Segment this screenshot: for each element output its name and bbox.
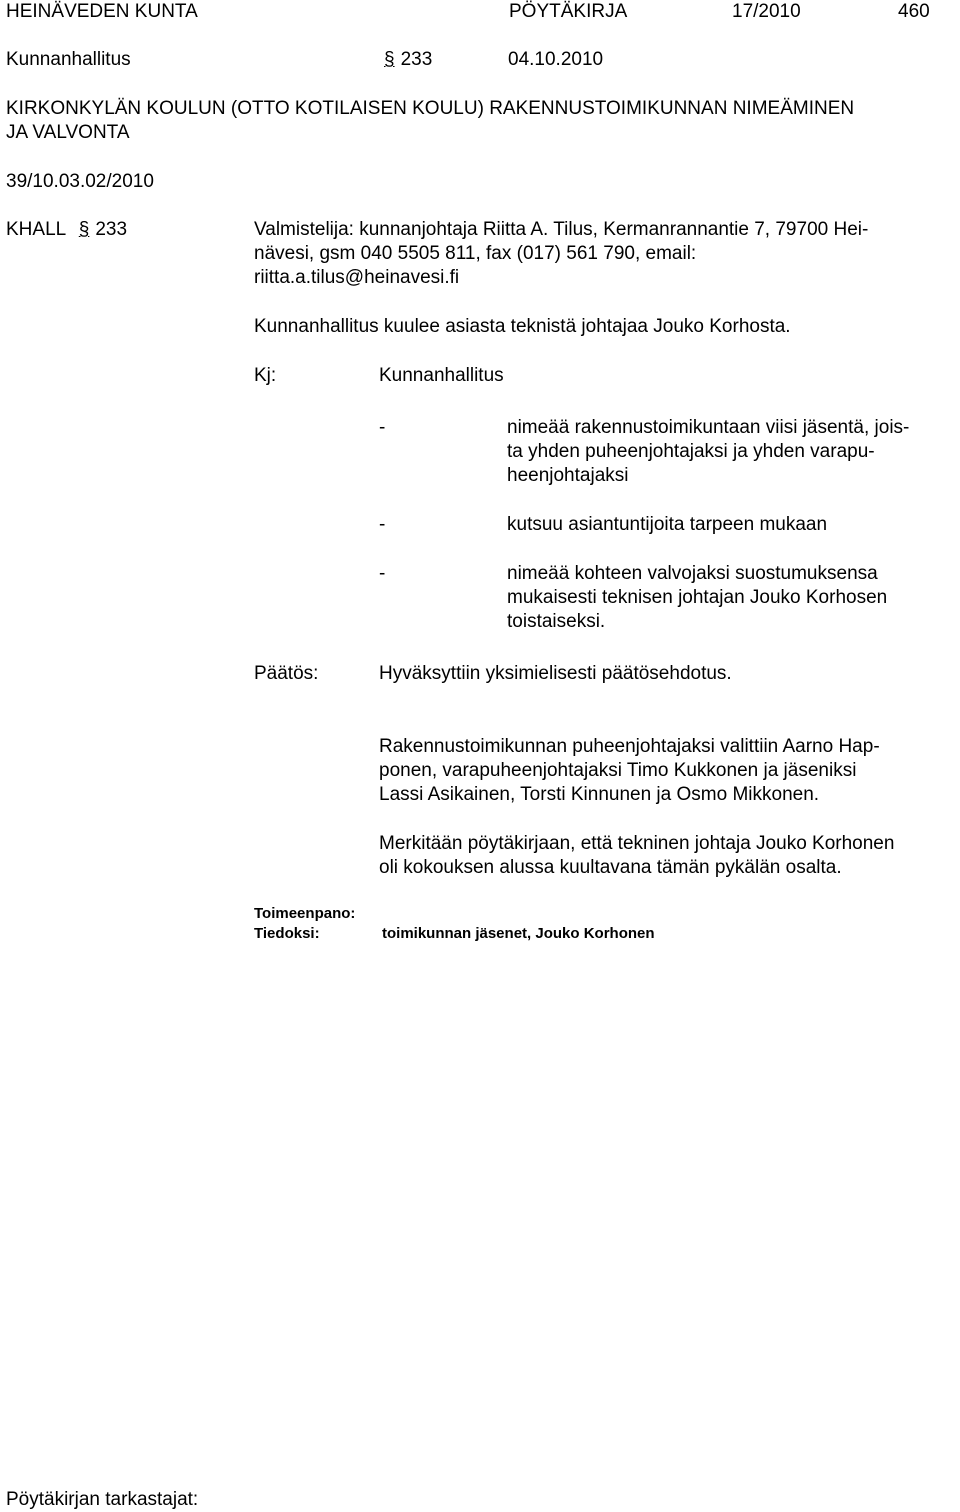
meeting-body: Kunnanhallitus — [6, 49, 131, 70]
proposal-item-1-line-3: heenjohtajaksi — [507, 465, 629, 486]
decision-para-2-line-2: oli kokouksen alussa kuultavana tämän pykälän osalta. — [379, 857, 842, 878]
section-symbol: § — [384, 49, 395, 70]
implementation-label: Toimeenpano: — [254, 905, 356, 922]
decision-para-1-line-2: ponen, varapuheenjohtajaksi Timo Kukkonen ja jäseniksi — [379, 760, 857, 781]
preparer-email: riitta.a.tilus@heinavesi.fi — [254, 267, 460, 288]
meeting-date: 04.10.2010 — [508, 49, 604, 70]
page-number: 460 — [898, 1, 930, 22]
decision-para-2-line-1: Merkitään pöytäkirjaan, että tekninen johtaja Jouko Korhonen — [379, 833, 895, 854]
municipality-name: HEINÄVEDEN KUNTA — [6, 1, 198, 22]
proposal-item-3-line-2: mukaisesti teknisen johtajan Jouko Korhosen — [507, 587, 888, 608]
proposal-subject: Kunnanhallitus — [379, 365, 504, 386]
decision-para-1-line-3: Lassi Asikainen, Torsti Kinnunen ja Osmo Mikkonen. — [379, 784, 820, 805]
document-type: PÖYTÄKIRJA — [509, 1, 628, 22]
proposal-item-2-line-1: kutsuu asiantuntijoita tarpeen mukaan — [507, 514, 828, 535]
intro-text: Kunnanhallitus kuulee asiasta teknistä johtajaa Jouko Korhosta. — [254, 316, 791, 337]
decision-text: Hyväksyttiin yksimielisesti päätösehdotus. — [379, 663, 732, 684]
khall-reference — [6, 218, 127, 242]
proposal-item-3-line-3: toistaiseksi. — [507, 611, 606, 632]
proposal-item-1-line-2: ta yhden puheenjohtajaksi ja yhden varapu- — [507, 441, 875, 462]
proposal-item-3-line-1: nimeää kohteen valvojaksi suostumuksensa — [507, 563, 878, 584]
reviewers-label: Pöytäkirjan tarkastajat: — [6, 1489, 199, 1510]
preparer-line-2: nävesi, gsm 040 5505 811, fax (017) 561 790, email: — [254, 243, 697, 264]
proposal-item-dash: - — [379, 417, 386, 438]
proposal-item-dash: - — [379, 514, 386, 535]
reference-number: 39/10.03.02/2010 — [6, 171, 154, 192]
document-number: 17/2010 — [732, 1, 801, 22]
proposal-item-dash: - — [379, 563, 386, 584]
title-line-2: JA VALVONTA — [6, 122, 130, 143]
proposal-item-1-line-1: nimeää rakennustoimikuntaan viisi jäsentä, jois- — [507, 417, 910, 438]
khall-number: 233 — [95, 219, 128, 240]
proposal-label: Kj: — [254, 365, 277, 386]
section-reference — [384, 48, 432, 72]
info-recipients: toimikunnan jäsenet, Jouko Korhonen — [382, 925, 655, 942]
preparer-line-1: Valmistelija: kunnanjohtaja Riitta A. Tilus, Kermanrannantie 7, 79700 Hei- — [254, 219, 869, 240]
decision-para-1-line-1: Rakennustoimikunnan puheenjohtajaksi valittiin Aarno Hap- — [379, 736, 880, 757]
title-line-1: KIRKONKYLÄN KOULUN (OTTO KOTILAISEN KOULU) RAKENNUSTOIMIKUNNAN NIMEÄMINEN — [6, 98, 855, 119]
decision-label: Päätös: — [254, 663, 319, 684]
info-label: Tiedoksi: — [254, 925, 320, 942]
section-number: 233 — [400, 49, 433, 70]
khall-section-symbol: § — [78, 219, 90, 240]
khall-label: KHALL — [6, 219, 66, 240]
